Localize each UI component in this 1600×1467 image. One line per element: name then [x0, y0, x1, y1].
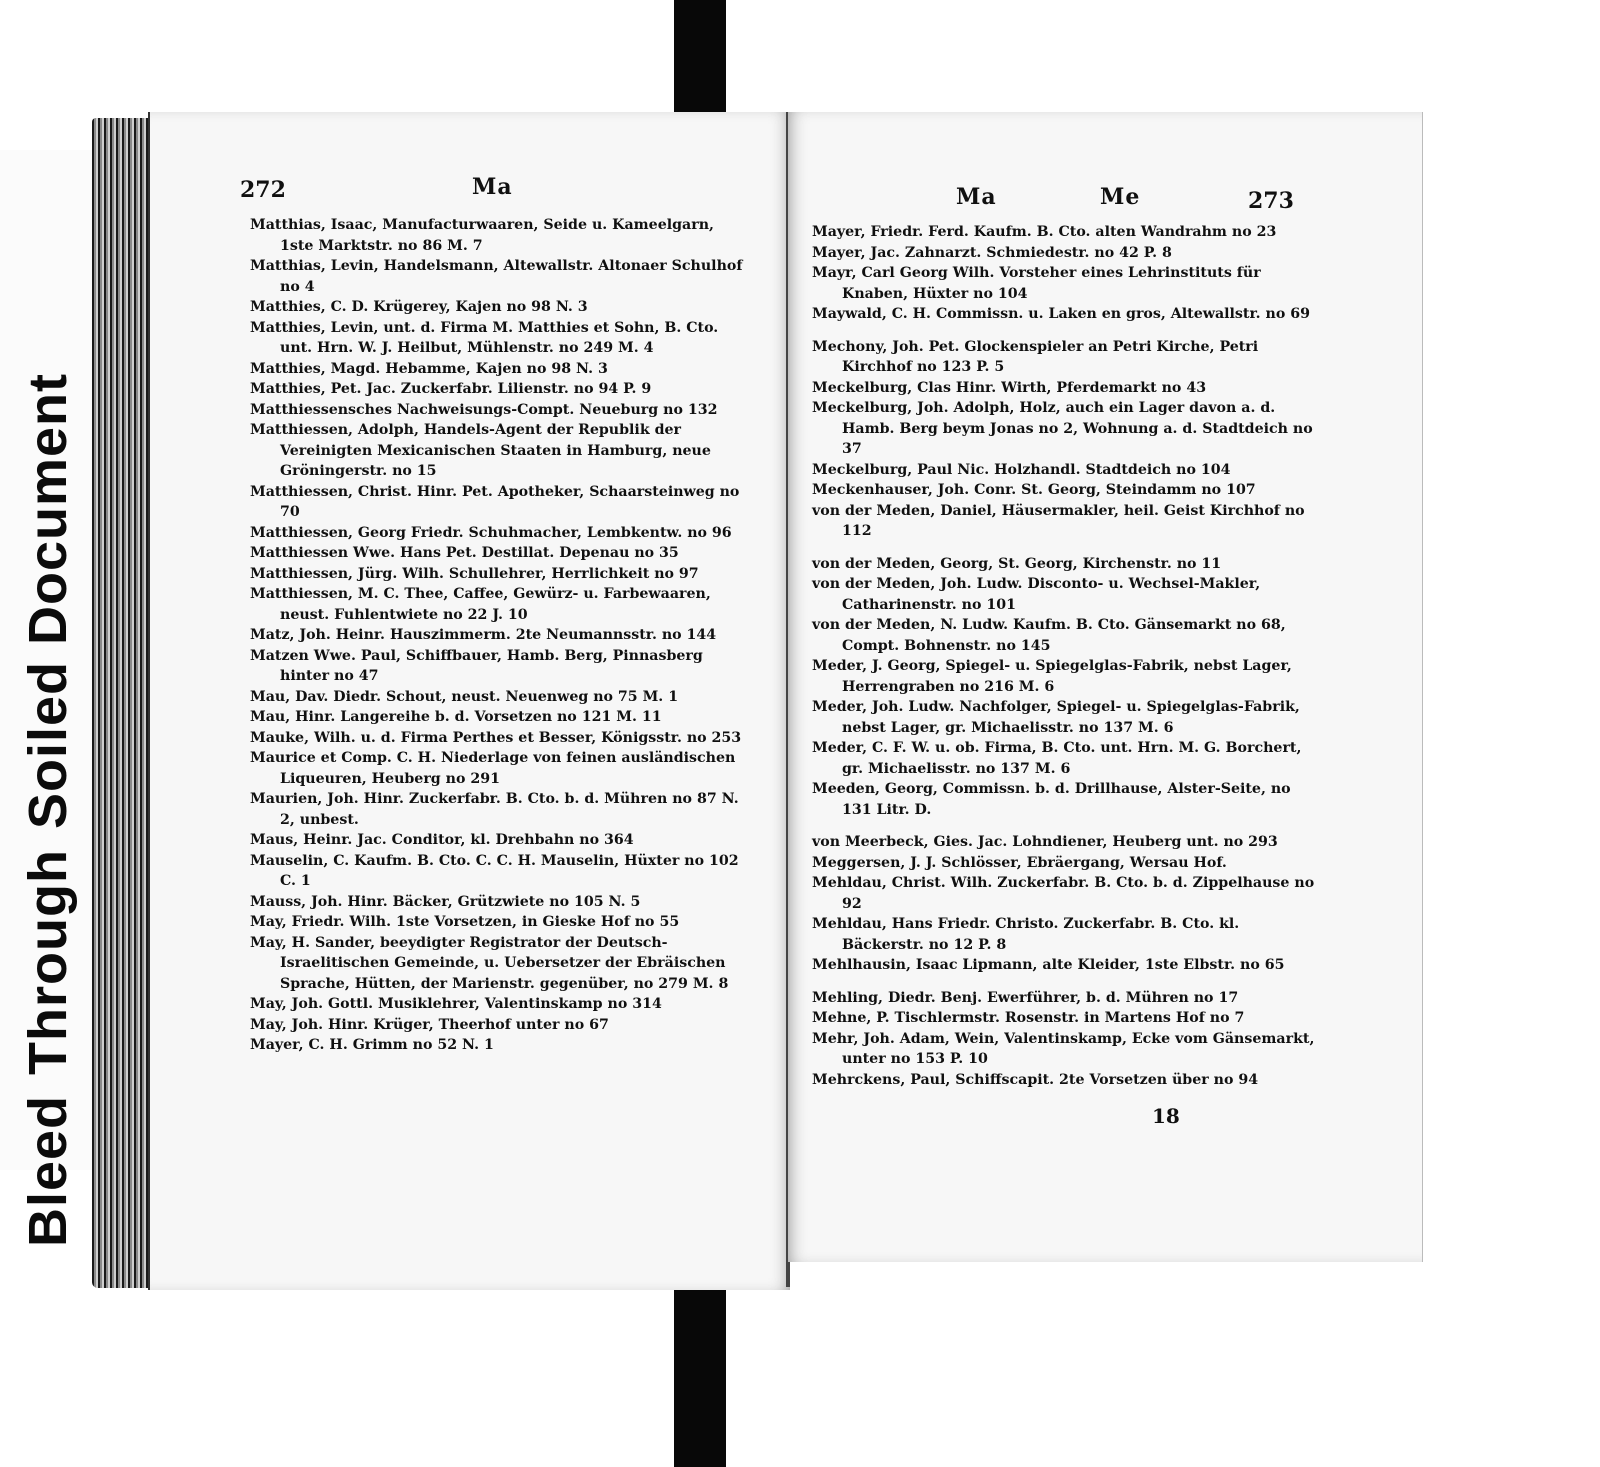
directory-entry: Meckelburg, Joh. Adolph, Holz, auch ein Lager davon a. d. Hamb. Berg beym Jonas no 2, Wohnung a. d. Stadtdeich no 37 — [812, 400, 1313, 457]
directory-entry: Meckenhauser, Joh. Conr. St. Georg, Steindamm no 107 — [812, 482, 1256, 498]
directory-entry: Matthiessen, Georg Friedr. Schuhmacher, Lembkentw. no 96 — [250, 524, 732, 541]
directory-entry: Mehldau, Hans Friedr. Christo. Zuckerfabr. B. Cto. kl. Bäckerstr. no 12 P. 8 — [812, 916, 1240, 953]
condition-stamp — [0, 150, 98, 1248]
directory-entry: May, H. Sander, beeydigter Registrator der Deutsch-Israelitischen Gemeinde, u. Uebersetzer der Ebräischen Sprache, Hütten, der Marienstr. gegenüber, no 279 M. 8 — [250, 934, 729, 992]
directory-entry: Mayer, Jac. Zahnarzt. Schmiedestr. no 42 P. 8 — [812, 244, 1172, 261]
left-page-header: Ma — [472, 174, 513, 200]
directory-entry: Matthiessen Wwe. Hans Pet. Destillat. Depenau no 35 — [250, 545, 679, 561]
directory-entry: Meeden, Georg, Commissn. b. d. Drillhause, Alster-Seite, no 131 Litr. D. — [812, 781, 1291, 818]
left-page — [148, 112, 790, 1290]
directory-entry: von der Meden, Joh. Ludw. Disconto- u. Wechsel-Makler, Catharinenstr. no 101 — [812, 576, 1261, 613]
directory-entry: Matzen Wwe. Paul, Schiffbauer, Hamb. Berg, Pinnasberg hinter no 47 — [250, 647, 703, 684]
directory-entry: Mayer, C. H. Grimm no 52 N. 1 — [250, 1037, 494, 1053]
signature-mark: 18 — [1152, 1104, 1180, 1128]
directory-entry: Meggersen, J. J. Schlösser, Ebräergang, Wersau Hof. — [812, 854, 1227, 871]
directory-entry: Mehldau, Christ. Wilh. Zuckerfabr. B. Cto. b. d. Zippelhause no 92 — [812, 875, 1315, 912]
directory-entry: Mehne, P. Tischlermstr. Rosenstr. in Martens Hof no 7 — [812, 1010, 1245, 1026]
directory-entry: von der Meden, Daniel, Häusermakler, heil. Geist Kirchhof no 112 — [812, 502, 1305, 539]
directory-entry: Matz, Joh. Heinr. Hauszimmerm. 2te Neumannsstr. no 144 — [250, 627, 717, 643]
directory-entry: Meder, C. F. W. u. ob. Firma, B. Cto. unt. Hrn. M. G. Borchert, gr. Michaelisstr. no 137 M. 6 — [812, 740, 1302, 777]
directory-entry: Maurice et Comp. C. H. Niederlage von feinen ausländischen Liqueuren, Heuberg no 291 — [250, 750, 736, 787]
directory-entry: Mayr, Carl Georg Wilh. Vorsteher eines Lehrinstituts für Knaben, Hüxter no 104 — [812, 265, 1261, 302]
stamp-word-through: Through — [18, 849, 78, 1075]
book-spine-top — [674, 0, 726, 112]
directory-entry: Mauselin, C. Kaufm. B. Cto. C. C. H. Mauselin, Hüxter no 102 C. 1 — [250, 852, 739, 889]
left-entries-list — [250, 215, 750, 1056]
directory-entry: Matthies, Levin, unt. d. Firma M. Matthies et Sohn, B. Cto. unt. Hrn. W. J. Heilbut, Mühlenstr. no 249 M. 4 — [250, 319, 719, 356]
directory-entry: Mauss, Joh. Hinr. Bäcker, Grützwiete no 105 N. 5 — [250, 893, 641, 910]
directory-entry: Matthiessen, Christ. Hinr. Pet. Apotheker, Schaarsteinweg no 70 — [250, 483, 740, 520]
directory-entry: Matthiessensches Nachweisungs-Compt. Neueburg no 132 — [250, 401, 718, 418]
directory-entry: Meckelburg, Clas Hinr. Wirth, Pferdemarkt no 43 — [812, 379, 1207, 396]
stamp-word-soiled-document: Soiled Document — [18, 372, 78, 830]
page-edges — [92, 118, 154, 1288]
directory-entry: May, Joh. Hinr. Krüger, Theerhof unter no 67 — [250, 1016, 609, 1033]
directory-entry: Maywald, C. H. Commissn. u. Laken en gros, Altewallstr. no 69 — [812, 306, 1310, 322]
directory-entry: Meder, Joh. Ludw. Nachfolger, Spiegel- u. Spiegelglas-Fabrik, nebst Lager, gr. Michaelisstr. no 137 M. 6 — [812, 699, 1300, 736]
directory-entry: Mau, Dav. Diedr. Schout, neust. Neuenweg no 75 M. 1 — [250, 688, 679, 705]
directory-entry: Meckelburg, Paul Nic. Holzhandl. Stadtdeich no 104 — [812, 461, 1231, 478]
directory-entry: Mechony, Joh. Pet. Glockenspieler an Petri Kirche, Petri Kirchhof no 123 P. 5 — [812, 338, 1259, 375]
directory-entry: Mauke, Wilh. u. d. Firma Perthes et Besser, Königsstr. no 253 — [250, 729, 742, 746]
directory-entry: Matthiessen, M. C. Thee, Caffee, Gewürz- u. Farbewaaren, neust. Fuhlentwiete no 22 J. 10 — [250, 586, 711, 623]
directory-entry: Matthiessen, Adolph, Handels-Agent der Republik der Vereinigten Mexicanischen Staaten in Hamburg, neue Gröningerstr. no 15 — [250, 422, 711, 479]
directory-entry: Mehlhausin, Isaac Lipmann, alte Kleider, 1ste Elbstr. no 65 — [812, 957, 1285, 973]
directory-entry: von Meerbeck, Gies. Jac. Lohndiener, Heuberg unt. no 293 — [812, 834, 1278, 850]
directory-entry: Mehling, Diedr. Benj. Ewerführer, b. d. Mühren no 17 — [812, 989, 1239, 1006]
right-page — [788, 112, 1423, 1262]
left-page-number: 272 — [240, 177, 286, 203]
directory-entry: Matthies, Magd. Hebamme, Kajen no 98 N. 3 — [250, 360, 608, 377]
right-entries-list — [812, 222, 1322, 1090]
directory-entry: Maus, Heinr. Jac. Conditor, kl. Drehbahn no 364 — [250, 832, 634, 848]
directory-entry: Matthies, Pet. Jac. Zuckerfabr. Lilienstr. no 94 P. 9 — [250, 381, 652, 397]
directory-entry: von der Meden, Georg, St. Georg, Kirchenstr. no 11 — [812, 555, 1222, 572]
directory-entry: Mayer, Friedr. Ferd. Kaufm. B. Cto. alten Wandrahm no 23 — [812, 224, 1277, 240]
book-spine-bottom — [674, 1285, 726, 1467]
directory-entry: May, Friedr. Wilh. 1ste Vorsetzen, in Gieske Hof no 55 — [250, 914, 680, 930]
directory-entry: Mehrckens, Paul, Schiffscapit. 2te Vorsetzen über no 94 — [812, 1071, 1259, 1088]
directory-entry: von der Meden, N. Ludw. Kaufm. B. Cto. Gänsemarkt no 68, Compt. Bohnenstr. no 145 — [812, 617, 1286, 654]
directory-entry: Matthies, C. D. Krügerey, Kajen no 98 N. 3 — [250, 299, 588, 315]
directory-entry: Mehr, Joh. Adam, Wein, Valentinskamp, Ecke vom Gänsemarkt, unter no 153 P. 10 — [812, 1030, 1315, 1067]
directory-entry: Matthiessen, Jürg. Wilh. Schullehrer, Herrlichkeit no 97 — [250, 565, 699, 582]
condition-stamp-text — [17, 363, 79, 1257]
right-page-number: 273 — [1248, 188, 1294, 214]
directory-entry: Mau, Hinr. Langereihe b. d. Vorsetzen no 121 M. 11 — [250, 709, 662, 725]
right-page-header-right: Me — [1100, 184, 1141, 210]
right-page-header-left: Ma — [956, 184, 997, 210]
stamp-word-bleed: Bleed — [18, 1094, 78, 1248]
directory-entry: May, Joh. Gottl. Musiklehrer, Valentinskamp no 314 — [250, 996, 662, 1012]
directory-entry: Matthias, Isaac, Manufacturwaaren, Seide u. Kameelgarn, 1ste Marktstr. no 86 M. 7 — [250, 217, 714, 254]
directory-entry: Meder, J. Georg, Spiegel- u. Spiegelglas-Fabrik, nebst Lager, Herrengraben no 216 M. 6 — [812, 658, 1292, 695]
directory-entry: Maurien, Joh. Hinr. Zuckerfabr. B. Cto. b. d. Mühren no 87 N. 2, unbest. — [250, 791, 739, 828]
directory-entry: Matthias, Levin, Handelsmann, Altewallstr. Altonaer Schulhof no 4 — [250, 258, 743, 295]
